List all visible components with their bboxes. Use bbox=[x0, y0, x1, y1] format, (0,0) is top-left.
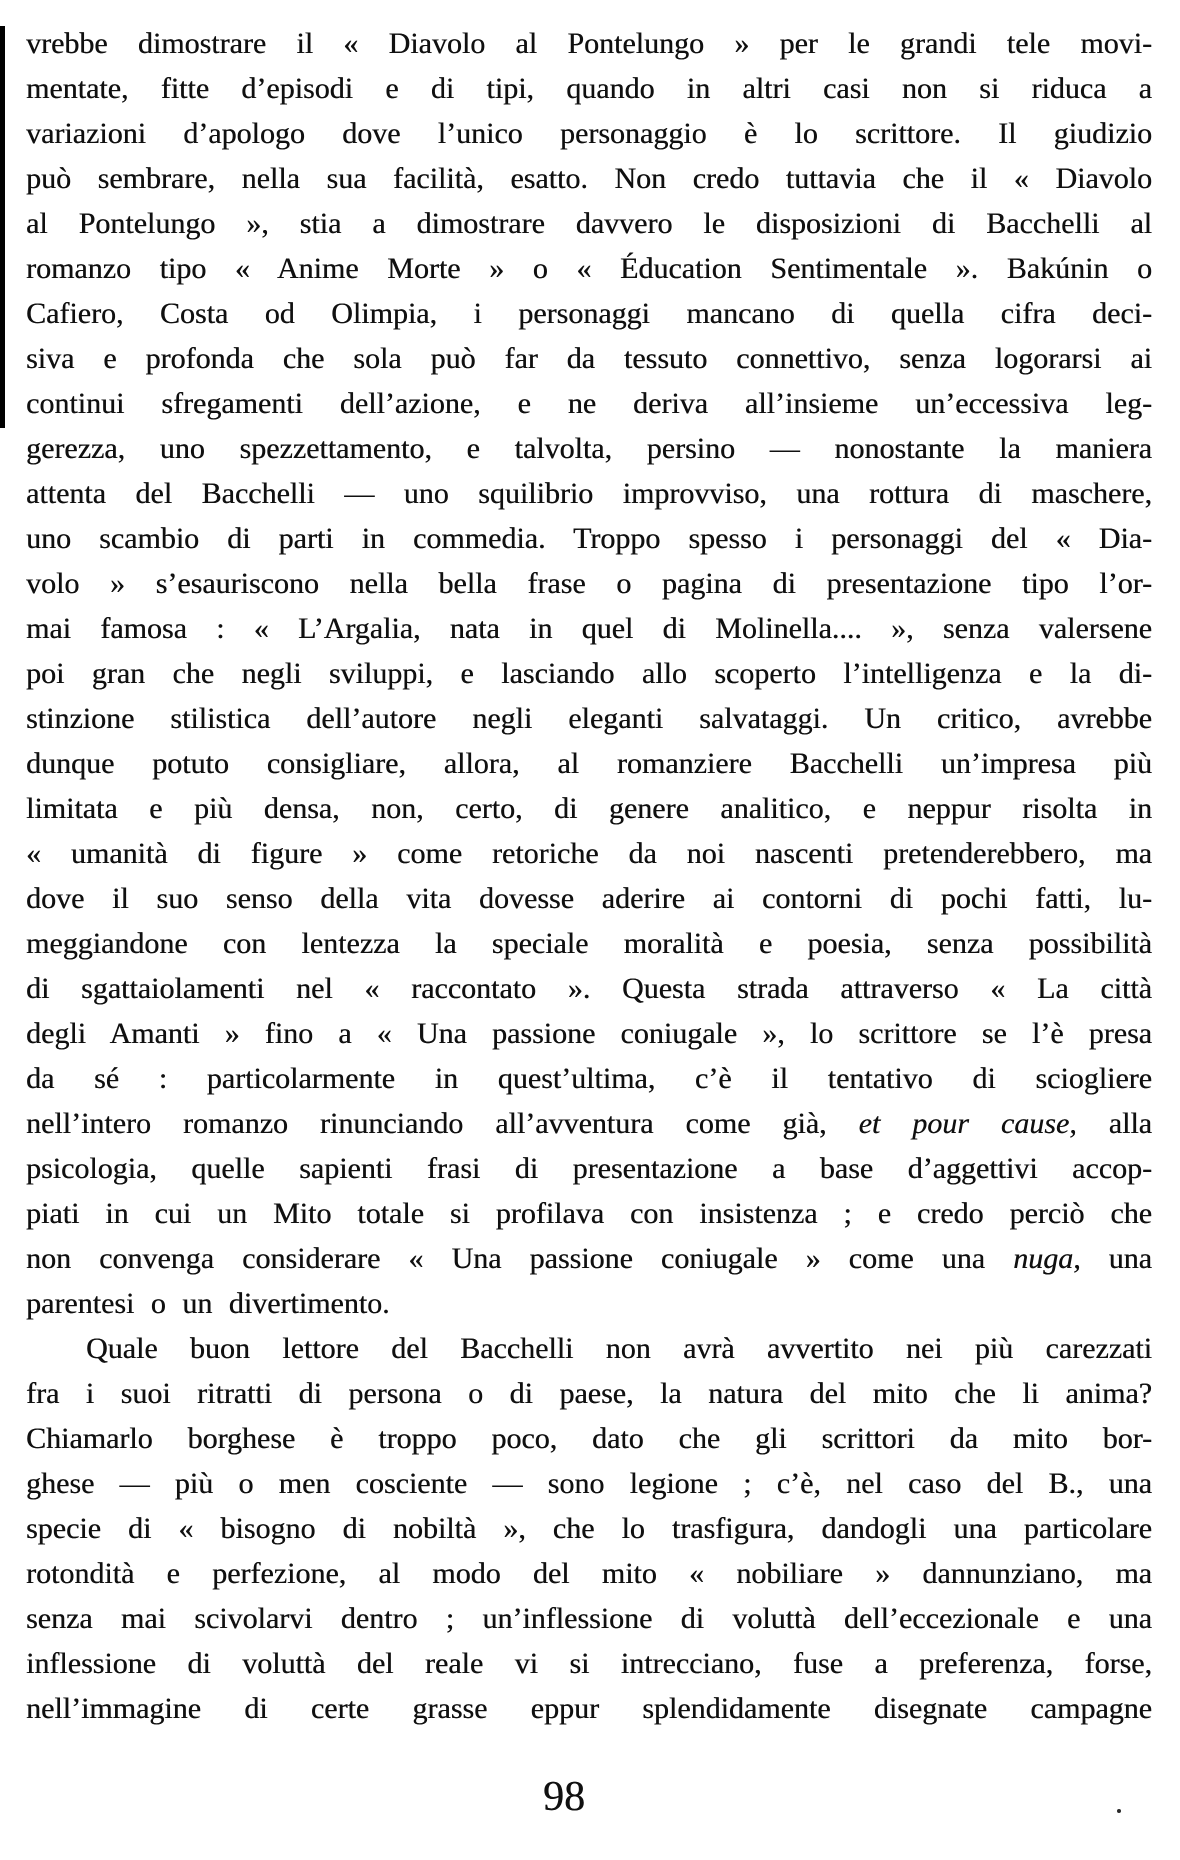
text-run: attenta del Bacchelli — uno squilibrio improvviso, una rottura di maschere, bbox=[26, 477, 1152, 510]
text-line bbox=[26, 921, 1152, 966]
text-line bbox=[26, 1056, 1152, 1101]
text-run: dunque potuto consigliare, allora, al romanziere Bacchelli un’impresa più bbox=[26, 747, 1152, 780]
text-line bbox=[26, 786, 1152, 831]
text-run: continui sfregamenti dell’azione, e ne deriva all’insieme un’eccessiva leg- bbox=[26, 387, 1152, 420]
text-run: poi gran che negli sviluppi, e lasciando allo scoperto l’intelligenza e la di- bbox=[26, 657, 1152, 690]
text-line bbox=[26, 426, 1152, 471]
text-run: gerezza, uno spezzettamento, e talvolta, persino — nonostante la maniera bbox=[26, 432, 1152, 465]
text-run: mai famosa : « L’Argalia, nata in quel di Molinella.... », senza valersene bbox=[26, 612, 1152, 645]
text-line bbox=[26, 876, 1152, 921]
text-run: inflessione di voluttà del reale vi si intrecciano, fuse a preferenza, forse, bbox=[26, 1647, 1152, 1680]
paragraph bbox=[26, 1326, 1152, 1731]
text-run: romanzo tipo « Anime Morte » o « Éducation Sentimentale ». Bakúnin o bbox=[26, 252, 1152, 285]
text-line bbox=[26, 1641, 1152, 1686]
text-run: da sé : particolarmente in quest’ultima, c’è il tentativo di sciogliere bbox=[26, 1062, 1152, 1095]
text-run: meggiandone con lentezza la speciale moralità e poesia, senza possibilità bbox=[26, 927, 1152, 960]
text-line bbox=[26, 696, 1152, 741]
text-run: nell’intero romanzo rinunciando all’avventura come già, bbox=[26, 1107, 859, 1140]
text-run: Chiamarlo borghese è troppo poco, dato che gli scrittori da mito bor- bbox=[26, 1422, 1152, 1455]
text-run: uno scambio di parti in commedia. Troppo spesso i personaggi del « Dia- bbox=[26, 522, 1152, 555]
text-run: variazioni d’apologo dove l’unico personaggio è lo scrittore. Il giudizio bbox=[26, 117, 1152, 150]
text-line bbox=[26, 246, 1152, 291]
text-run: rotondità e perfezione, al modo del mito « nobiliare » dannunziano, ma bbox=[26, 1557, 1152, 1590]
scan-speck-artifact bbox=[1117, 1809, 1121, 1813]
text-run: una bbox=[1080, 1242, 1152, 1275]
text-line bbox=[26, 1236, 1152, 1281]
text-run: Cafiero, Costa od Olimpia, i personaggi mancano di quella cifra deci- bbox=[26, 297, 1152, 330]
text-line bbox=[26, 291, 1152, 336]
text-line bbox=[26, 381, 1152, 426]
text-line bbox=[26, 1506, 1152, 1551]
text-run: « umanità di figure » come retoriche da noi nascenti pretenderebbero, ma bbox=[26, 837, 1152, 870]
text-run: Quale buon lettore del Bacchelli non avrà avvertito nei più carezzati bbox=[86, 1332, 1152, 1365]
text-line bbox=[26, 1146, 1152, 1191]
text-run: mentate, fitte d’episodi e di tipi, quando in altri casi non si riduca a bbox=[26, 72, 1152, 105]
scan-edge-artifact bbox=[0, 26, 5, 428]
text-run: alla bbox=[1076, 1107, 1153, 1140]
text-run: ghese — più o men cosciente — sono legione ; c’è, nel caso del B., una bbox=[26, 1467, 1152, 1500]
text-line bbox=[26, 561, 1152, 606]
text-line bbox=[26, 1416, 1152, 1461]
page-number: 98 bbox=[543, 1774, 585, 1820]
text-line bbox=[26, 111, 1152, 156]
text-line bbox=[26, 831, 1152, 876]
italic-run: et pour cause, bbox=[858, 1107, 1077, 1140]
text-run: piati in cui un Mito totale si profilava con insistenza ; e credo perciò che bbox=[26, 1197, 1152, 1230]
text-run: stinzione stilistica dell’autore negli eleganti salvataggi. Un critico, avrebbe bbox=[26, 702, 1152, 735]
text-run: nell’immagine di certe grasse eppur splendidamente disegnate campagne bbox=[26, 1692, 1152, 1725]
text-line bbox=[26, 966, 1152, 1011]
text-line bbox=[26, 1686, 1152, 1731]
text-line bbox=[26, 21, 1152, 66]
text-line bbox=[26, 336, 1152, 381]
text-line bbox=[26, 516, 1152, 561]
text-run: siva e profonda che sola può far da tessuto connettivo, senza logorarsi ai bbox=[26, 342, 1152, 375]
text-line bbox=[26, 1191, 1152, 1236]
text-run: limitata e più densa, non, certo, di genere analitico, e neppur risolta in bbox=[26, 792, 1152, 825]
text-line bbox=[26, 156, 1152, 201]
text-line bbox=[26, 1326, 1152, 1371]
text-block bbox=[26, 21, 1152, 1731]
italic-run: nuga, bbox=[1013, 1242, 1081, 1275]
text-line bbox=[26, 66, 1152, 111]
text-line bbox=[26, 606, 1152, 651]
text-line bbox=[26, 1551, 1152, 1596]
text-line bbox=[26, 1596, 1152, 1641]
text-line bbox=[26, 1371, 1152, 1416]
text-run: parentesi o un divertimento. bbox=[26, 1287, 390, 1320]
text-run: specie di « bisogno di nobiltà », che lo trasfigura, dandogli una particolare bbox=[26, 1512, 1152, 1545]
text-line bbox=[26, 651, 1152, 696]
text-run: non convenga considerare « Una passione coniugale » come una bbox=[26, 1242, 1014, 1275]
text-line bbox=[26, 201, 1152, 246]
text-line bbox=[26, 471, 1152, 516]
text-run: può sembrare, nella sua facilità, esatto. Non credo tuttavia che il « Diavolo bbox=[26, 162, 1152, 195]
text-run: volo » s’esauriscono nella bella frase o pagina di presentazione tipo l’or- bbox=[26, 567, 1152, 600]
text-run: psicologia, quelle sapienti frasi di presentazione a base d’aggettivi accop- bbox=[26, 1152, 1152, 1185]
text-run: degli Amanti » fino a « Una passione coniugale », lo scrittore se l’è presa bbox=[26, 1017, 1152, 1050]
text-line bbox=[26, 741, 1152, 786]
paragraph bbox=[26, 21, 1152, 1326]
text-run: vrebbe dimostrare il « Diavolo al Pontelungo » per le grandi tele movi- bbox=[26, 27, 1152, 60]
text-run: al Pontelungo », stia a dimostrare davvero le disposizioni di Bacchelli al bbox=[26, 207, 1152, 240]
text-run: senza mai scivolarvi dentro ; un’inflessione di voluttà dell’eccezionale e una bbox=[26, 1602, 1152, 1635]
text-line bbox=[26, 1101, 1152, 1146]
text-line bbox=[26, 1281, 1152, 1326]
text-line bbox=[26, 1011, 1152, 1056]
text-line bbox=[26, 1461, 1152, 1506]
text-run: fra i suoi ritratti di persona o di paese, la natura del mito che li anima? bbox=[26, 1377, 1152, 1410]
text-run: dove il suo senso della vita dovesse aderire ai contorni di pochi fatti, lu- bbox=[26, 882, 1152, 915]
text-run: di sgattaiolamenti nel « raccontato ». Questa strada attraverso « La città bbox=[26, 972, 1152, 1005]
